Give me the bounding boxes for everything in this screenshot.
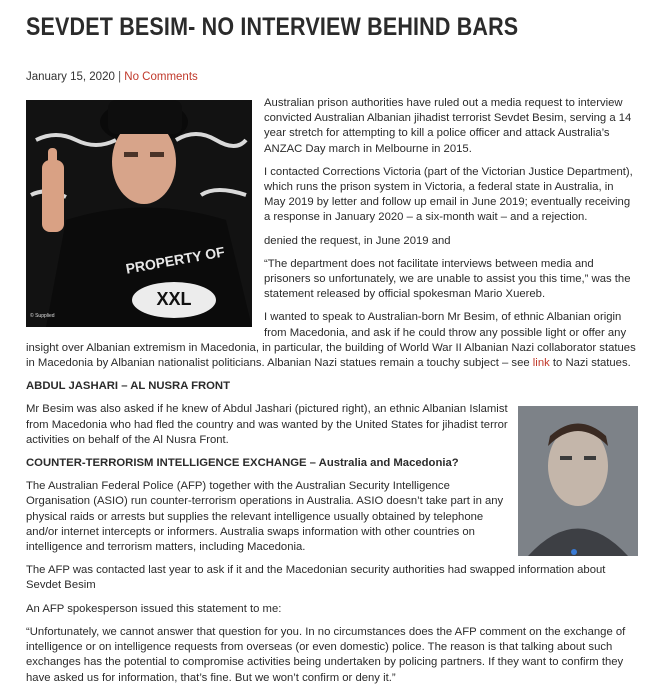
article-title: SEVDET BESIM- NO INTERVIEW BEHIND BARS xyxy=(26,13,519,41)
shirt-text: PROPERTY OF xyxy=(124,243,226,277)
jashari-photo-illustration xyxy=(518,406,638,556)
besim-photo xyxy=(26,100,252,327)
article-meta xyxy=(26,70,638,84)
article-date[interactable]: January 15, 2020 xyxy=(26,71,115,83)
shirt-size-text: XXL xyxy=(156,289,192,309)
jashari-photo xyxy=(518,406,638,556)
paragraph-3: denied the request, in June 2019 and xyxy=(264,234,451,247)
paragraph-1: Australian prison authorities have ruled out a media request to interview convicted Australian Albanian jihadist terrorist Sevdet Besim, serving a 14 year stretch for attempting to kill a police officer and attack Australia’s ANZAC Day march in Melbourne in 2015. xyxy=(264,97,632,155)
paragraph-5-end: to Nazi statues. xyxy=(552,357,631,370)
paragraph-10: “Unfortunately, we cannot answer that question for you. In no circumstances does the AFP comment on the exchange of intelligence or on intelligence requests from overseas (or even domestic) police. The reason is that talking about such exchanges has the potential to compromise activities being undertaken by policing partners. If they want to confirm they have asked us for information, that’s fine. But we won’t confirm or deny it.” xyxy=(26,625,626,684)
heading-counter-terrorism: COUNTER-TERRORISM INTELLIGENCE EXCHANGE – Australia and Macedonia? xyxy=(26,457,459,470)
paragraph-7: The Australian Federal Police (AFP) together with the Australian Security Intelligence Organisation (ASIO) run counter-terrorism operations in Australia. ASIO doesn’t take part in any physical raids or arrests but supplies the relevant intelligence usually obtained by telephone and/or internet intercepts or informers. Australia swaps information with other countries on intelligence and terrorism matters, including Macedonia. xyxy=(26,480,504,554)
paragraph-2: I contacted Corrections Victoria (part of the Victorian Justice Department), which runs the prison system in Victoria, a federal state in Australia, in May 2019 by letter and follow up email in June 2019; eventually receiving a response in January 2020 – a six-month wait – and a rejection. xyxy=(264,165,633,224)
nazi-statues-link[interactable]: link xyxy=(532,357,550,370)
heading-abdul-jashari: ABDUL JASHARI – AL NUSRA FRONT xyxy=(26,380,230,393)
besim-photo-illustration xyxy=(26,100,252,327)
photo-credit: © Supplied xyxy=(30,312,55,319)
paragraph-6: Mr Besim was also asked if he knew of Abdul Jashari (pictured right), an ethnic Albanian Islamist from Macedonia who had fled the country and was wanted by the United States for jihadist terror activities on behalf of the Al Nusra Front. xyxy=(26,403,508,446)
paragraph-5-text: I wanted to speak to Australian-born Mr Besim, of ethnic Albanian origin from Macedonia, and ask if he could throw any possible light or offer any insight over Albanian extremism in Macedonia, in particular, the building of World War II Albanian Nazi collaborator statues in Macedonia by Albanian nationalist politicians. Albanian Nazi statues remain a touchy subject – see xyxy=(26,311,636,370)
paragraph-9: An AFP spokesperson issued this statement to me: xyxy=(26,602,282,615)
paragraph-4: “The department does not facilitate interviews between media and prisoners so unfortunately, we are unable to assist you this time,” was the statement released by official spokesman Mario Xuereb. xyxy=(264,257,631,301)
paragraph-8: The AFP was contacted last year to ask if it and the Macedonian security authorities had swapped information about Sevdet Besim xyxy=(26,564,606,592)
article-body xyxy=(26,96,638,686)
meta-separator: | xyxy=(118,71,122,83)
comments-link[interactable]: No Comments xyxy=(124,71,198,83)
